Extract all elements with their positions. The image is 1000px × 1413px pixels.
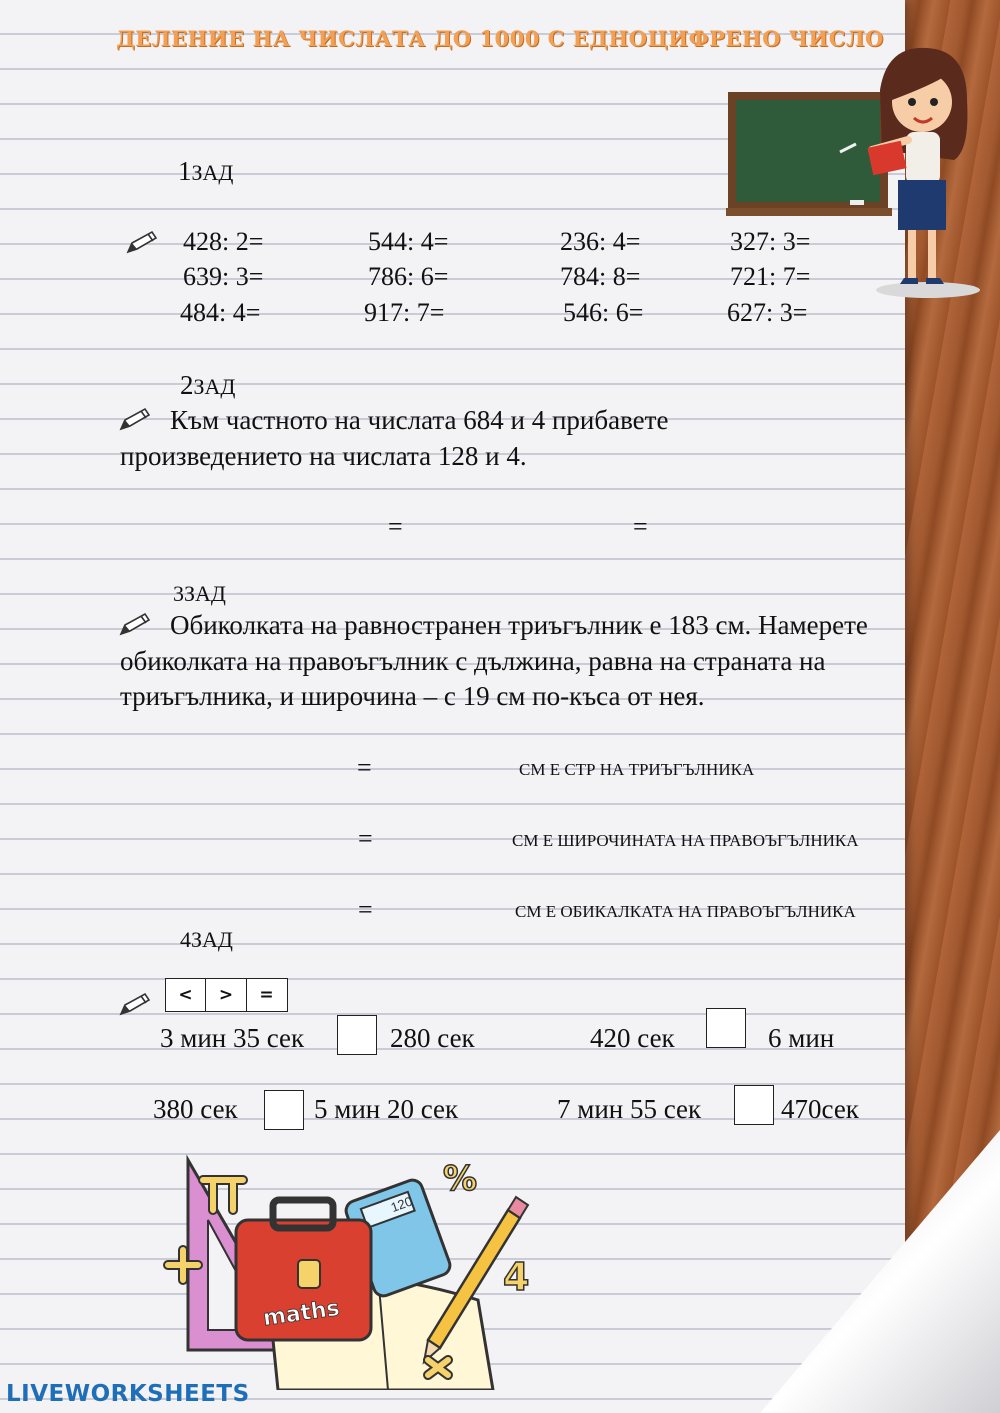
compare-left: 420 сек	[590, 1023, 675, 1053]
task3-heading: 3ЗАД	[173, 581, 226, 606]
task1-heading: 1ЗАД	[178, 156, 234, 186]
expr: 236: 4=	[560, 227, 641, 256]
svg-text:4: 4	[503, 1255, 530, 1299]
calculator-display: 120	[388, 1193, 415, 1216]
expr: 428: 2=	[183, 227, 264, 256]
equals-sign: =	[246, 978, 288, 1012]
task4-heading: 4ЗАД	[180, 927, 233, 952]
expr: 917: 7=	[364, 298, 445, 327]
svg-text:%: %	[443, 1159, 478, 1199]
compare-left: 380 сек	[153, 1094, 238, 1124]
worksheet-title: ДЕЛЕНИЕ НА ЧИСЛАТА ДО 1000 С ЕДНОЦИФРЕНО ЧИСЛО	[116, 26, 884, 51]
answer-box[interactable]	[264, 1090, 304, 1130]
expr: 327: 3=	[730, 227, 811, 256]
comparison-signs-legend	[166, 978, 288, 1012]
compare-right: 280 сек	[390, 1023, 475, 1053]
compare-right: 470сек	[781, 1094, 859, 1124]
greater-than-sign: >	[205, 978, 247, 1012]
answer-box[interactable]	[734, 1085, 774, 1125]
task3-label-perimeter: СМ Е ОБИКАЛКАТА НА ПРАВОЪГЪЛНИКА	[515, 902, 856, 921]
compare-left: 3 мин 35 сек	[160, 1023, 305, 1053]
compare-right: 5 мин 20 сек	[314, 1094, 459, 1124]
pencil-icon	[118, 992, 152, 1018]
task2-text: Към частното на числата 684 и 4 прибавете произведението на числата 128 и 4.	[120, 405, 669, 471]
task3-text: Обиколката на равностранен триъгълник е 183 см. Намерете обиколката на правоъгълник с дължина, равна на страната на триъгълника, и широчина – с 19 см по-къса от нея.	[120, 610, 868, 711]
expr: 721: 7=	[730, 262, 811, 291]
answer-box[interactable]	[706, 1008, 746, 1048]
task3-label-side: СМ Е СТР НА ТРИЪГЪЛНИКА	[519, 760, 755, 779]
expr: 639: 3=	[183, 262, 264, 291]
chalkboard-surface	[736, 100, 880, 202]
teacher-illustration	[722, 40, 982, 300]
task2-heading: 2ЗАД	[180, 370, 236, 400]
task2-equals-1: =	[388, 512, 403, 541]
expr: 544: 4=	[368, 227, 449, 256]
compare-right: 6 мин	[768, 1023, 835, 1053]
expr: 546: 6=	[563, 298, 644, 327]
maths-clipart	[148, 1150, 568, 1390]
answer-box[interactable]	[337, 1015, 377, 1055]
expr: 784: 8=	[560, 262, 641, 291]
bag-label: maths	[261, 1295, 342, 1332]
task3-equals: =	[358, 824, 373, 853]
task2-equals-2: =	[633, 512, 648, 541]
pencil-icon	[125, 230, 159, 256]
less-than-sign: <	[165, 978, 207, 1012]
task3-equals: =	[358, 895, 373, 924]
expr: 786: 6=	[368, 262, 449, 291]
expr: 627: 3=	[727, 298, 808, 327]
expr: 484: 4=	[180, 298, 261, 327]
task3-equals: =	[357, 753, 372, 782]
task3-label-width: СМ Е ШИРОЧИНАТА НА ПРАВОЪГЪЛНИКА	[512, 831, 859, 850]
liveworksheets-logo: LIVEWORKSHEETS	[6, 1381, 250, 1407]
compare-left: 7 мин 55 сек	[557, 1094, 702, 1124]
